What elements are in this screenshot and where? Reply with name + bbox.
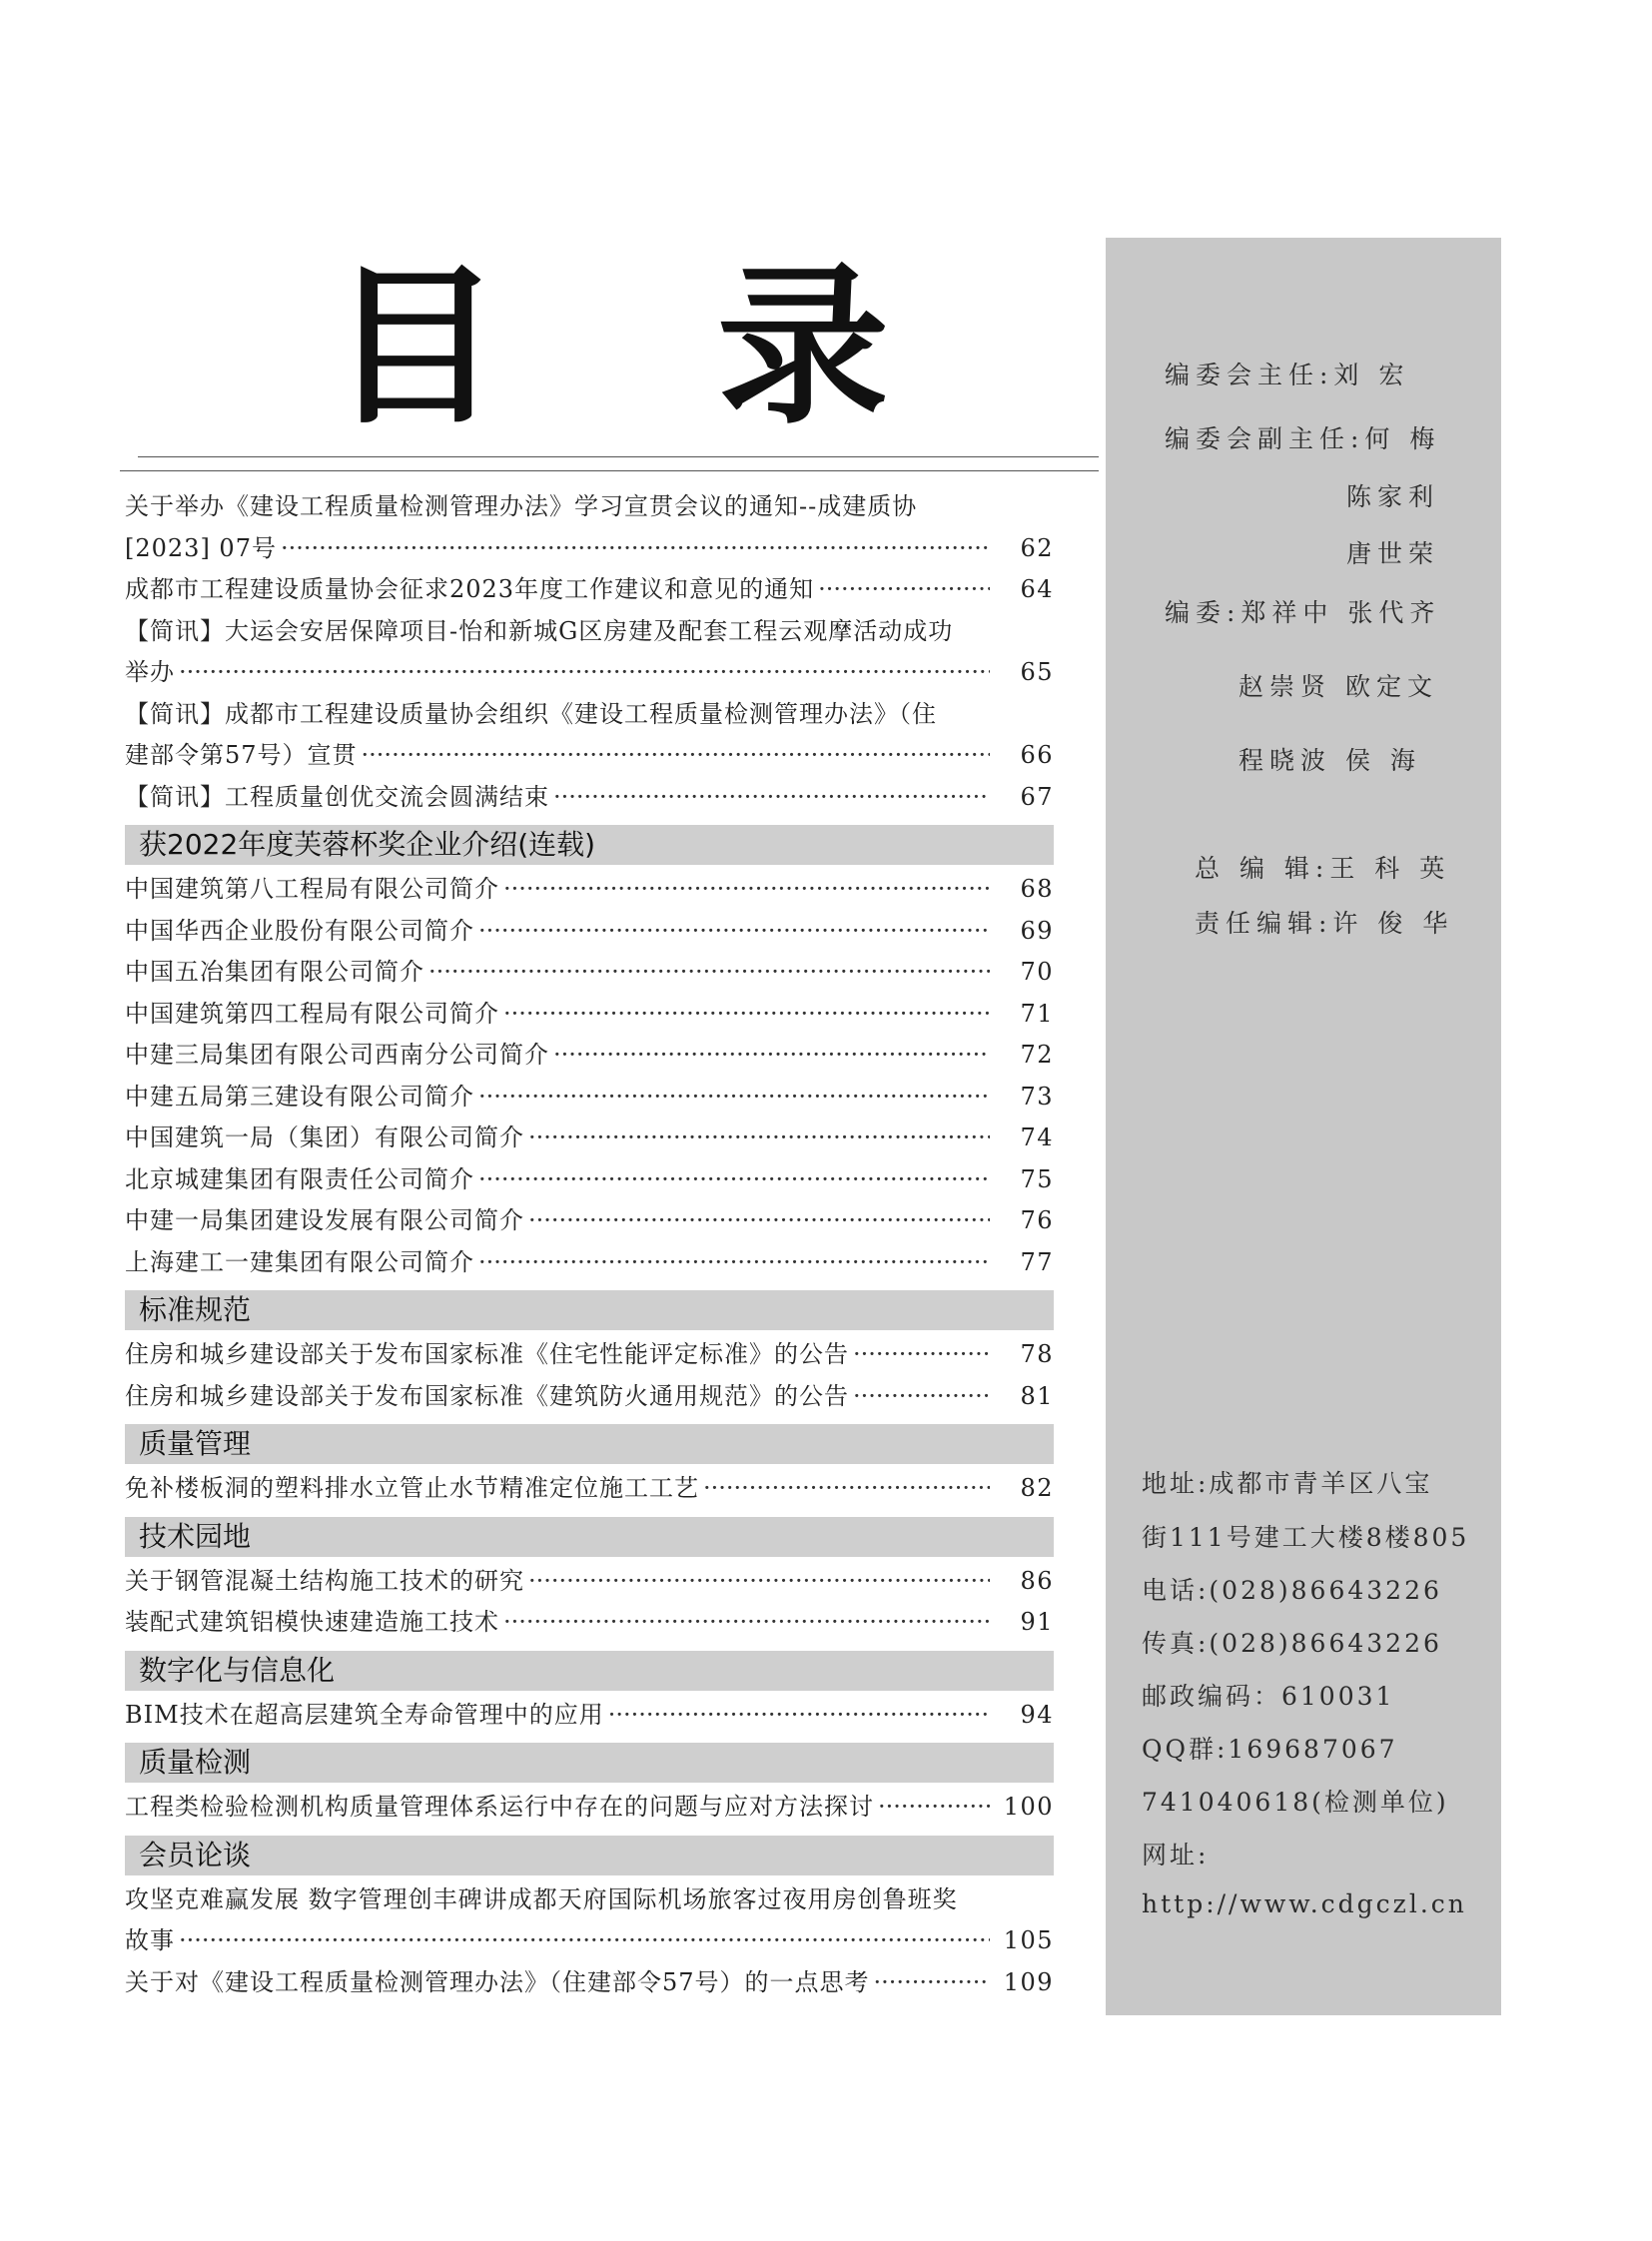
toc-page-number: 72 — [1020, 1041, 1054, 1069]
toc-entry[interactable] — [125, 1077, 1054, 1119]
deputy-director-3: 唐世荣 — [1346, 539, 1440, 568]
section-title: 数字化与信息化 — [139, 1653, 336, 1687]
deputy-director: 编委会副主任:何 梅 — [1165, 424, 1441, 453]
toc-page-number: 94 — [1020, 1700, 1054, 1729]
toc-entry-line — [125, 735, 1054, 777]
section-title: 会员论谈 — [139, 1838, 252, 1871]
toc-page-number: 91 — [1020, 1608, 1054, 1636]
chief-editor: 总 编 辑:王 科 英 — [1195, 854, 1451, 883]
toc-entry[interactable] — [125, 569, 1054, 611]
toc-entry-title: 装配式建筑铝模快速建造施工技术 — [125, 1608, 499, 1636]
table-of-contents — [125, 486, 1054, 2003]
toc-entry-title: 举办 — [125, 658, 175, 686]
address-line-2: 街111号建工大楼8楼805 — [1142, 1523, 1470, 1552]
dot-leader — [818, 569, 990, 611]
toc-entry-line — [125, 1242, 1054, 1284]
toc-entry-title: 攻坚克难赢发展 数字管理创丰碑讲成都天府国际机场旅客过夜用房创鲁班奖 — [125, 1884, 958, 1913]
toc-entry[interactable] — [125, 1035, 1054, 1077]
toc-entry-line — [125, 952, 1054, 994]
toc-page-number: 64 — [1020, 575, 1054, 603]
section-header — [125, 1517, 1054, 1557]
toc-entry-title: [2023] 07号 — [125, 533, 277, 562]
toc-page-number: 77 — [1020, 1247, 1054, 1276]
toc-page-number: 82 — [1020, 1474, 1054, 1502]
toc-entry[interactable] — [125, 1787, 1054, 1829]
toc-entry-line — [125, 1376, 1054, 1418]
toc-entry-title: 中国建筑第八工程局有限公司简介 — [125, 875, 499, 903]
toc-entry[interactable] — [125, 1334, 1054, 1376]
toc-entry-line — [125, 1920, 1054, 1962]
toc-entry-line — [125, 1561, 1054, 1603]
toc-entry-line — [125, 1200, 1054, 1242]
toc-entry-title: 成都市工程建设质量协会征求2023年度工作建议和意见的通知 — [125, 575, 815, 603]
title-rule-top — [138, 456, 1099, 457]
qq-group-2: 741040618(检测单位) — [1142, 1788, 1449, 1817]
toc-entry[interactable] — [125, 486, 1054, 569]
dot-leader — [362, 735, 990, 777]
toc-entry[interactable] — [125, 1159, 1054, 1201]
toc-entry[interactable] — [125, 1695, 1054, 1737]
toc-entry[interactable] — [125, 611, 1054, 694]
toc-page-number: 67 — [1020, 782, 1054, 811]
responsible-editor: 责任编辑:许 俊 华 — [1195, 909, 1454, 938]
toc-entry-line — [125, 1962, 1054, 2004]
toc-entry-title: 免补楼板洞的塑料排水立管止水节精准定位施工工艺 — [125, 1474, 699, 1502]
dot-leader — [179, 1920, 990, 1962]
phone: 电话:(028)86643226 — [1142, 1576, 1442, 1605]
toc-entry-line — [125, 694, 1054, 736]
toc-entry[interactable] — [125, 1962, 1054, 2004]
dot-leader — [503, 869, 990, 911]
dot-leader — [478, 1077, 990, 1119]
title-char-1: 目 — [330, 245, 501, 447]
toc-page-number: 86 — [1020, 1566, 1054, 1595]
toc-entry-title: 中国五冶集团有限公司简介 — [125, 958, 424, 986]
toc-entry-line — [125, 486, 1054, 528]
toc-entry-line — [125, 528, 1054, 570]
dot-leader — [553, 1035, 990, 1077]
toc-entry[interactable] — [125, 869, 1054, 911]
toc-entry[interactable] — [125, 694, 1054, 777]
toc-entry-title: 上海建工一建集团有限公司简介 — [125, 1247, 474, 1276]
section-header — [125, 825, 1054, 865]
toc-entry[interactable] — [125, 1376, 1054, 1418]
page-title — [330, 245, 889, 447]
toc-entry-title: 中建三局集团有限公司西南分公司简介 — [125, 1041, 549, 1069]
toc-entry[interactable] — [125, 911, 1054, 953]
section-title: 标准规范 — [139, 1293, 252, 1326]
dot-leader — [281, 528, 990, 570]
editor-in-chief-director: 编委会主任:刘 宏 — [1165, 361, 1410, 389]
toc-entry-line — [125, 911, 1054, 953]
toc-entry-title: 建部令第57号）宣贯 — [125, 741, 358, 769]
toc-page-number: 76 — [1020, 1206, 1054, 1234]
toc-page-number: 68 — [1020, 875, 1054, 903]
toc-entry-title: 中国建筑第四工程局有限公司简介 — [125, 999, 499, 1028]
dot-leader — [703, 1468, 990, 1510]
toc-entry-line — [125, 1468, 1054, 1510]
section-title: 质量检测 — [139, 1746, 252, 1779]
toc-page-number: 105 — [1003, 1926, 1054, 1954]
toc-entry[interactable] — [125, 952, 1054, 994]
toc-entry-title: 中建一局集团建设发展有限公司简介 — [125, 1206, 524, 1234]
postcode: 邮政编码：610031 — [1142, 1682, 1395, 1711]
deputy-director-2: 陈家利 — [1346, 482, 1440, 511]
section-title: 技术园地 — [139, 1519, 252, 1553]
toc-entry-title: 住房和城乡建设部关于发布国家标准《住宅性能评定标准》的公告 — [125, 1340, 849, 1368]
dot-leader — [179, 652, 990, 694]
toc-entry-title: 工程类检验检测机构质量管理体系运行中存在的问题与应对方法探讨 — [125, 1793, 874, 1821]
dot-leader — [478, 1242, 990, 1284]
dot-leader — [553, 777, 990, 819]
dot-leader — [428, 952, 990, 994]
dot-leader — [528, 1200, 990, 1242]
toc-entry[interactable] — [125, 994, 1054, 1036]
toc-entry-line — [125, 1159, 1054, 1201]
toc-entry-title: BIM技术在超高层建筑全寿命管理中的应用 — [125, 1700, 604, 1729]
toc-page-number: 74 — [1020, 1123, 1054, 1151]
toc-page-number: 65 — [1020, 658, 1054, 686]
toc-entry[interactable] — [125, 1242, 1054, 1284]
address-line-1: 地址:成都市青羊区八宝 — [1142, 1469, 1433, 1498]
toc-page-number: 81 — [1020, 1381, 1054, 1410]
toc-entry-title: 【简讯】成都市工程建设质量协会组织《建设工程质量检测管理办法》（住 — [125, 699, 937, 728]
dot-leader — [853, 1334, 990, 1376]
dot-leader — [503, 994, 990, 1036]
toc-entry-title: 中国建筑一局（集团）有限公司简介 — [125, 1123, 524, 1151]
section-title: 获2022年度芙蓉杯奖企业介绍(连载) — [139, 828, 596, 861]
section-header — [125, 1651, 1054, 1691]
toc-page-number: 100 — [1003, 1793, 1054, 1821]
toc-entry-title: 关于举办《建设工程质量检测管理办法》学习宣贯会议的通知--成建质协 — [125, 492, 918, 520]
toc-entry-line — [125, 869, 1054, 911]
toc-page-number: 71 — [1020, 999, 1054, 1028]
toc-entry-title: 【简讯】大运会安居保障项目-怡和新城G区房建及配套工程云观摩活动成功 — [125, 616, 954, 645]
toc-page-number: 75 — [1020, 1164, 1054, 1193]
toc-entry-title: 中国华西企业股份有限公司简介 — [125, 916, 474, 945]
toc-entry[interactable] — [125, 1468, 1054, 1510]
toc-entry-line — [125, 1879, 1054, 1921]
toc-entry-title: 关于钢管混凝土结构施工技术的研究 — [125, 1566, 524, 1595]
toc-entry-line — [125, 1118, 1054, 1159]
website-link[interactable]: http://www.cdgczl.cn — [1142, 1889, 1467, 1918]
section-title: 质量管理 — [139, 1427, 252, 1460]
dot-leader — [478, 1159, 990, 1201]
section-header — [125, 1424, 1054, 1464]
toc-page-number: 62 — [1020, 533, 1054, 562]
toc-entry-title: 故事 — [125, 1926, 175, 1954]
dot-leader — [608, 1695, 990, 1737]
toc-page-number: 70 — [1020, 958, 1054, 986]
section-header — [125, 1743, 1054, 1783]
qq-group: QQ群:169687067 — [1142, 1735, 1398, 1764]
toc-entry-line — [125, 1602, 1054, 1644]
dot-leader — [478, 911, 990, 953]
toc-entry-title: 【简讯】工程质量创优交流会圆满结束 — [125, 782, 549, 811]
title-char-2: 录 — [717, 245, 889, 447]
toc-entry-line — [125, 652, 1054, 694]
toc-entry-line — [125, 994, 1054, 1036]
dot-leader — [528, 1561, 990, 1603]
toc-entry-line — [125, 569, 1054, 611]
toc-entry-line — [125, 1077, 1054, 1119]
toc-entry-title: 北京城建集团有限责任公司简介 — [125, 1164, 474, 1193]
committee-members: 编委:郑祥中 张代齐 — [1165, 598, 1441, 627]
toc-page-number: 69 — [1020, 916, 1054, 945]
committee-members-3: 程晓波 侯 海 — [1239, 746, 1421, 775]
dot-leader — [503, 1602, 990, 1644]
committee-members-2: 赵崇贤 欧定文 — [1239, 672, 1438, 701]
toc-entry-line — [125, 611, 1054, 653]
toc-page-number: 109 — [1003, 1967, 1054, 1996]
fax: 传真:(028)86643226 — [1142, 1629, 1442, 1658]
toc-page-number: 66 — [1020, 741, 1054, 769]
website-label: 网址: — [1142, 1841, 1210, 1869]
toc-entry[interactable] — [125, 1602, 1054, 1644]
toc-entry-line — [125, 1787, 1054, 1829]
toc-entry-line — [125, 1695, 1054, 1737]
toc-entry-title: 关于对《建设工程质量检测管理办法》（住建部令57号）的一点思考 — [125, 1967, 870, 1996]
toc-entry-title: 中建五局第三建设有限公司简介 — [125, 1082, 474, 1111]
section-header — [125, 1836, 1054, 1875]
dot-leader — [874, 1962, 990, 2004]
toc-entry[interactable] — [125, 1200, 1054, 1242]
toc-entry-line — [125, 1334, 1054, 1376]
dot-leader — [878, 1787, 990, 1829]
dot-leader — [528, 1118, 990, 1159]
toc-page-number: 73 — [1020, 1082, 1054, 1111]
toc-entry[interactable] — [125, 777, 1054, 819]
title-rule-bottom — [120, 470, 1099, 471]
toc-entry-line — [125, 777, 1054, 819]
toc-entry[interactable] — [125, 1561, 1054, 1603]
toc-entry[interactable] — [125, 1118, 1054, 1159]
toc-page-number: 78 — [1020, 1340, 1054, 1368]
dot-leader — [853, 1376, 990, 1418]
toc-entry-title: 住房和城乡建设部关于发布国家标准《建筑防火通用规范》的公告 — [125, 1381, 849, 1410]
toc-entry[interactable] — [125, 1879, 1054, 1962]
section-header — [125, 1290, 1054, 1330]
toc-entry-line — [125, 1035, 1054, 1077]
